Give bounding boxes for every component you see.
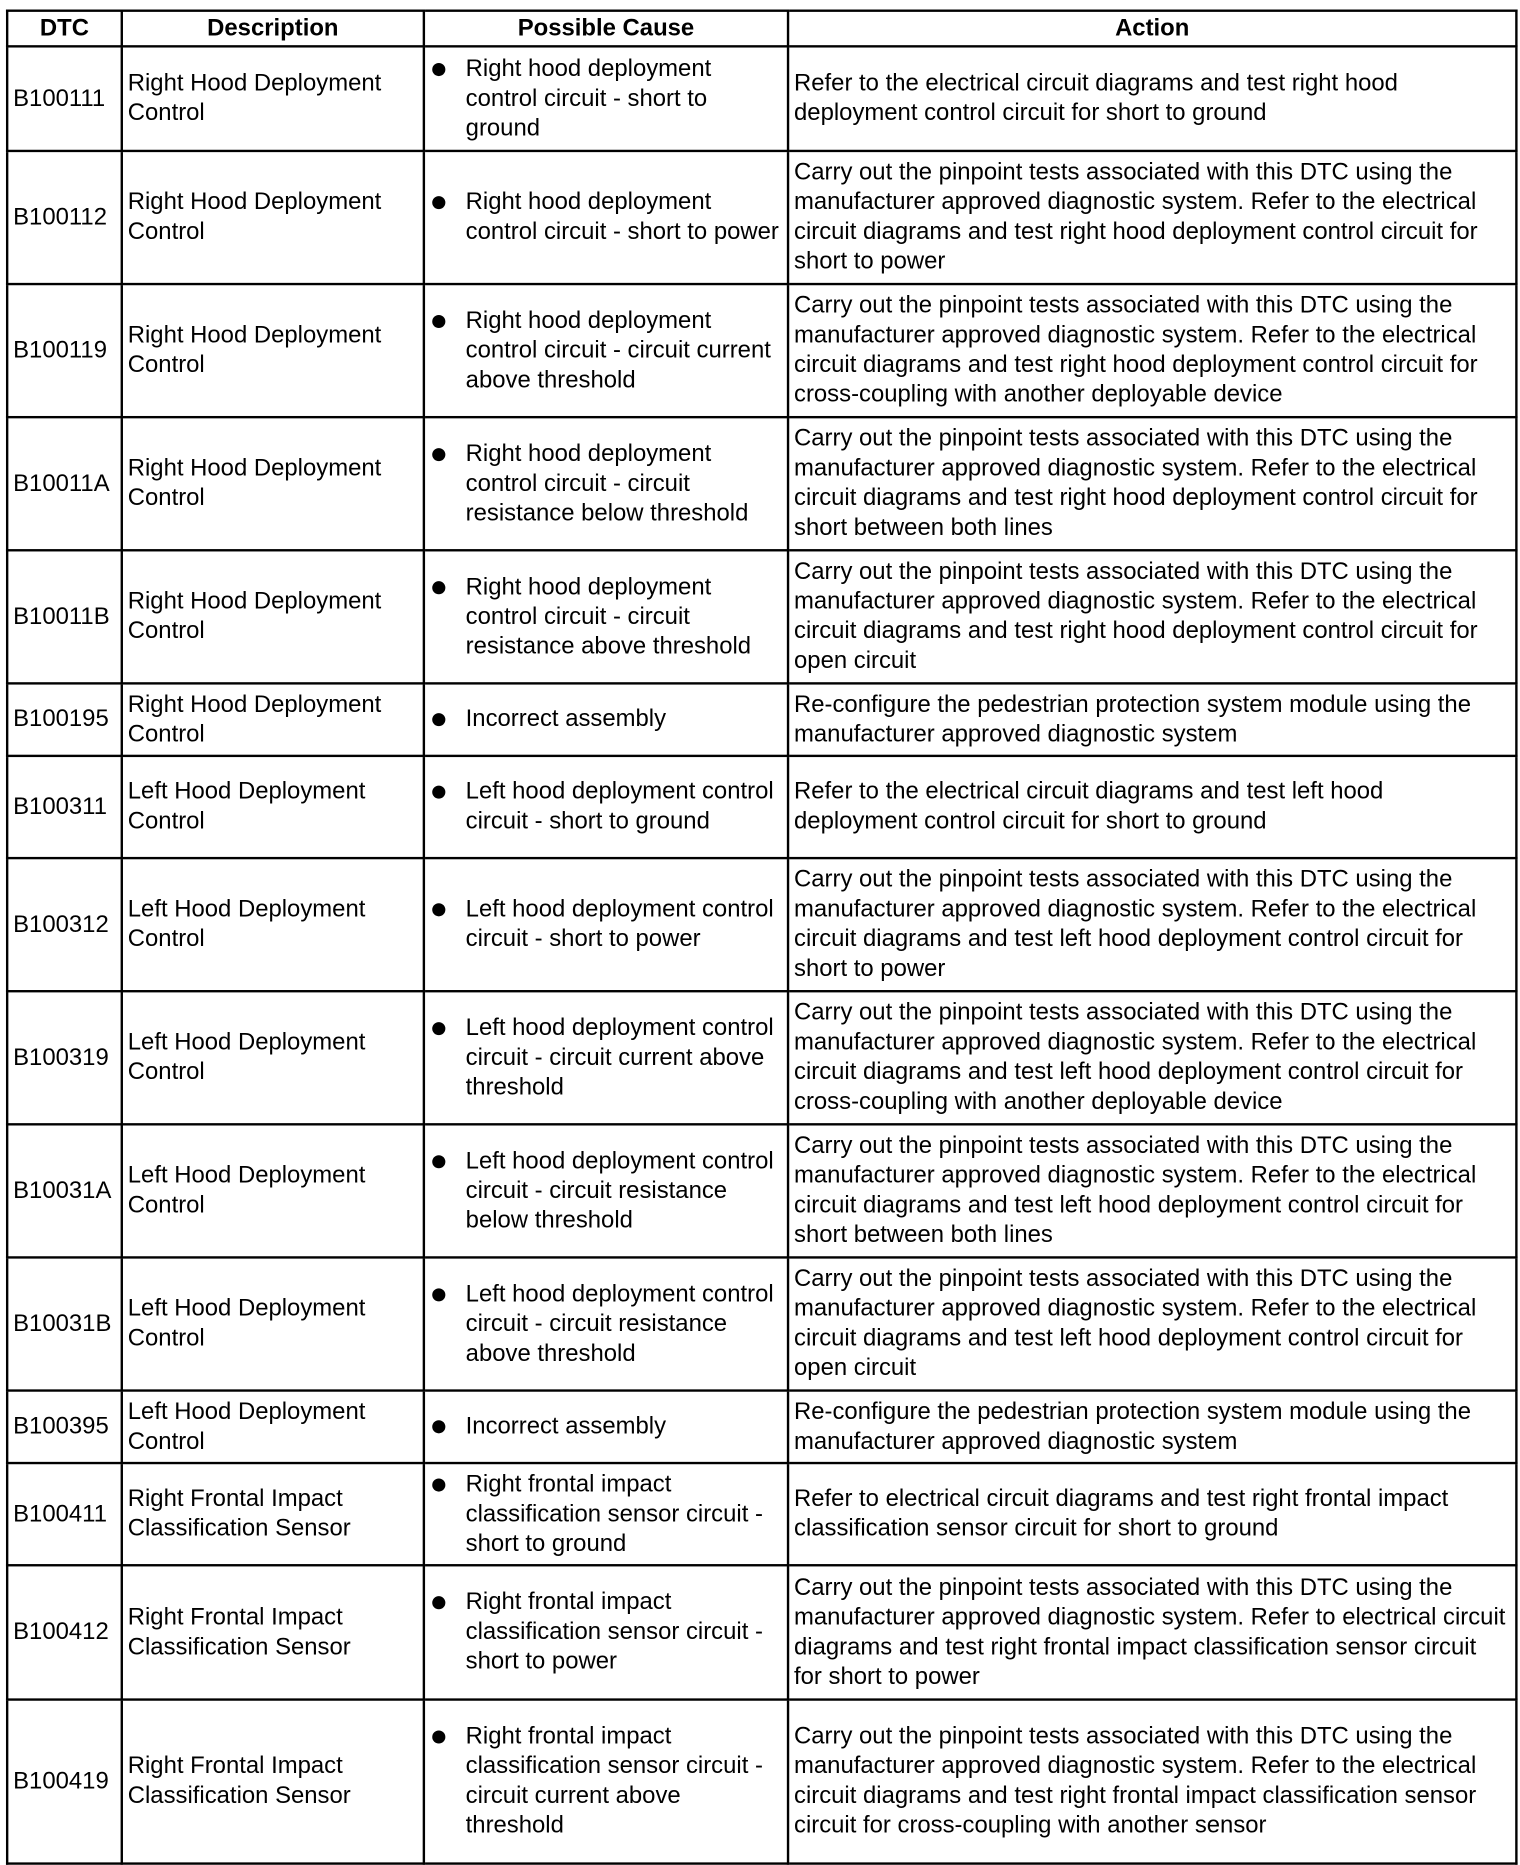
cause-text: Right hood deployment control circuit - short to power [465,188,779,245]
possible-cause-cell [424,1391,788,1463]
dtc-code: B100111 [7,46,122,151]
cause-text: Left hood deployment control circuit - circuit resistance below threshold [465,1147,774,1234]
dtc-code: B100319 [7,991,122,1124]
description-cell: Right Hood Deployment Control [122,683,424,755]
header-action: Action [788,11,1516,47]
possible-cause-cell [424,417,788,550]
table-row [7,151,1516,284]
dtc-code: B10011A [7,417,122,550]
action-cell: Carry out the pinpoint tests associated with this DTC using the manufacturer approved diagnostic system. Refer to the electrical circuit diagrams and test right hood deployment control circuit for open circuit [788,550,1516,683]
dtc-code: B100312 [7,858,122,991]
cause-bullet-item [430,1013,782,1102]
dtc-table [6,10,1518,1865]
bullet-icon [432,314,445,327]
cause-bullet-item [430,1279,782,1368]
action-cell: Carry out the pinpoint tests associated with this DTC using the manufacturer approved diagnostic system. Refer to the electrical circuit diagrams and test left hood deployment control circuit for short to power [788,858,1516,991]
action-cell: Refer to electrical circuit diagrams and test right frontal impact classification sensor circuit for short to ground [788,1463,1516,1565]
cause-bullet-item [430,895,782,954]
cause-bullet-item [430,439,782,528]
dtc-code: B100112 [7,151,122,284]
table-header-row [7,11,1516,47]
description-cell: Right Hood Deployment Control [122,417,424,550]
description-cell: Right Hood Deployment Control [122,284,424,417]
description-cell: Left Hood Deployment Control [122,1257,424,1390]
bullet-icon [432,447,445,460]
cause-bullet-item [430,1146,782,1235]
possible-cause-cell [424,683,788,755]
cause-bullet-item [430,777,782,836]
description-cell: Right Hood Deployment Control [122,550,424,683]
description-cell: Left Hood Deployment Control [122,858,424,991]
cause-text: Left hood deployment control circuit - circuit resistance above threshold [465,1280,774,1367]
bullet-icon [432,786,445,799]
table-row [7,1700,1516,1864]
cause-text: Right hood deployment control circuit - short to ground [465,55,712,141]
table-row [7,46,1516,151]
cause-text: Right hood deployment control circuit - circuit current above threshold [465,307,771,393]
description-cell: Right Hood Deployment Control [122,46,424,151]
action-cell: Carry out the pinpoint tests associated with this DTC using the manufacturer approved diagnostic system. Refer to the electrical circuit diagrams and test right hood deployment control circuit for short between both lines [788,417,1516,550]
action-cell: Carry out the pinpoint tests associated with this DTC using the manufacturer approved diagnostic system. Refer to the electrical circuit diagrams and test left hood deployment control circuit for short between both lines [788,1124,1516,1257]
dtc-code: B100119 [7,284,122,417]
dtc-code: B100419 [7,1700,122,1864]
possible-cause-cell [424,858,788,991]
bullet-icon [432,1420,445,1433]
action-cell: Re-configure the pedestrian protection system module using the manufacturer approved diagnostic system [788,1391,1516,1463]
cause-text: Left hood deployment control circuit - circuit current above threshold [465,1014,774,1100]
dtc-code: B100311 [7,756,122,858]
cause-text: Left hood deployment control circuit - short to ground [465,778,774,835]
possible-cause-cell [424,991,788,1124]
action-cell: Refer to the electrical circuit diagrams and test right hood deployment control circuit for short to ground [788,46,1516,151]
dtc-code: B10011B [7,550,122,683]
table-row [7,417,1516,550]
action-cell: Refer to the electrical circuit diagrams and test left hood deployment control circuit for short to ground [788,756,1516,858]
bullet-icon [432,1596,445,1609]
table-row [7,683,1516,755]
possible-cause-cell [424,756,788,858]
description-cell: Left Hood Deployment Control [122,756,424,858]
possible-cause-cell [424,1565,788,1699]
dtc-code: B100195 [7,683,122,755]
cause-text: Right frontal impact classification sensor circuit - circuit current above threshold [465,1723,763,1839]
description-cell: Left Hood Deployment Control [122,1391,424,1463]
action-cell: Carry out the pinpoint tests associated with this DTC using the manufacturer approved diagnostic system. Refer to the electrical circuit diagrams and test right hood deployment control circuit for cross-coupling with another deployable device [788,284,1516,417]
possible-cause-cell [424,1257,788,1390]
cause-text: Right hood deployment control circuit - circuit resistance below threshold [465,440,749,526]
possible-cause-cell [424,46,788,151]
action-cell: Carry out the pinpoint tests associated with this DTC using the manufacturer approved diagnostic system. Refer to the electrical circuit diagrams and test left hood deployment control circuit for cross-coupling with another deployable device [788,991,1516,1124]
action-cell: Carry out the pinpoint tests associated with this DTC using the manufacturer approved diagnostic system. Refer to the electrical circuit diagrams and test right hood deployment control circuit for short to power [788,151,1516,284]
description-cell: Right Frontal Impact Classification Sensor [122,1463,424,1565]
table-row [7,1257,1516,1390]
cause-text: Right frontal impact classification sensor circuit - short to power [465,1589,763,1675]
action-cell: Carry out the pinpoint tests associated with this DTC using the manufacturer approved diagnostic system. Refer to the electrical circuit diagrams and test right frontal impact classification sensor circuit for cross-coupling with another sensor [788,1700,1516,1864]
dtc-code: B100411 [7,1463,122,1565]
description-cell: Right Frontal Impact Classification Sensor [122,1565,424,1699]
possible-cause-cell [424,284,788,417]
table-row [7,1391,1516,1463]
cause-bullet-item [430,306,782,395]
table-row [7,756,1516,858]
possible-cause-cell [424,1463,788,1565]
description-cell: Left Hood Deployment Control [122,1124,424,1257]
action-cell: Re-configure the pedestrian protection system module using the manufacturer approved diagnostic system [788,683,1516,755]
cause-text: Incorrect assembly [465,1413,667,1440]
table-row [7,1463,1516,1565]
bullet-icon [432,581,445,594]
table-row [7,1124,1516,1257]
possible-cause-cell [424,1700,788,1864]
dtc-code: B10031A [7,1124,122,1257]
description-cell: Right Frontal Impact Classification Sensor [122,1700,424,1864]
bullet-icon [432,713,445,726]
cause-text: Incorrect assembly [465,705,667,733]
cause-bullet-item [430,572,782,661]
header-dtc: DTC [7,11,122,47]
dtc-code: B100412 [7,1565,122,1699]
bullet-icon [432,1478,445,1491]
possible-cause-cell [424,151,788,284]
bullet-icon [432,1022,445,1035]
dtc-code: B100395 [7,1391,122,1463]
action-cell: Carry out the pinpoint tests associated with this DTC using the manufacturer approved diagnostic system. Refer to the electrical circuit diagrams and test left hood deployment control circuit for open circuit [788,1257,1516,1390]
cause-bullet-item [430,1470,782,1559]
description-cell: Left Hood Deployment Control [122,991,424,1124]
cause-text: Left hood deployment control circuit - short to power [465,896,774,952]
dtc-code: B10031B [7,1257,122,1390]
description-cell: Right Hood Deployment Control [122,151,424,284]
bullet-icon [432,62,445,75]
cause-bullet-item [430,705,782,735]
cause-bullet-item [430,1588,782,1677]
bullet-icon [432,1730,445,1743]
table-row [7,284,1516,417]
cause-text: Right frontal impact classification sensor circuit - short to ground [465,1470,763,1557]
table-row [7,858,1516,991]
header-possible-cause: Possible Cause [424,11,788,47]
cause-bullet-item [430,1412,782,1442]
table-row [7,991,1516,1124]
bullet-icon [432,1288,445,1301]
bullet-icon [432,1155,445,1168]
table-row [7,550,1516,683]
table-row [7,1565,1516,1699]
cause-bullet-item [430,54,782,143]
action-cell: Carry out the pinpoint tests associated with this DTC using the manufacturer approved diagnostic system. Refer to electrical circuit diagrams and test right frontal impact classification sensor circuit for short to power [788,1565,1516,1699]
cause-bullet-item [430,188,782,247]
possible-cause-cell [424,550,788,683]
header-description: Description [122,11,424,47]
bullet-icon [432,903,445,916]
possible-cause-cell [424,1124,788,1257]
bullet-icon [432,196,445,209]
cause-text: Right hood deployment control circuit - circuit resistance above threshold [465,573,752,660]
cause-bullet-item [430,1722,782,1841]
